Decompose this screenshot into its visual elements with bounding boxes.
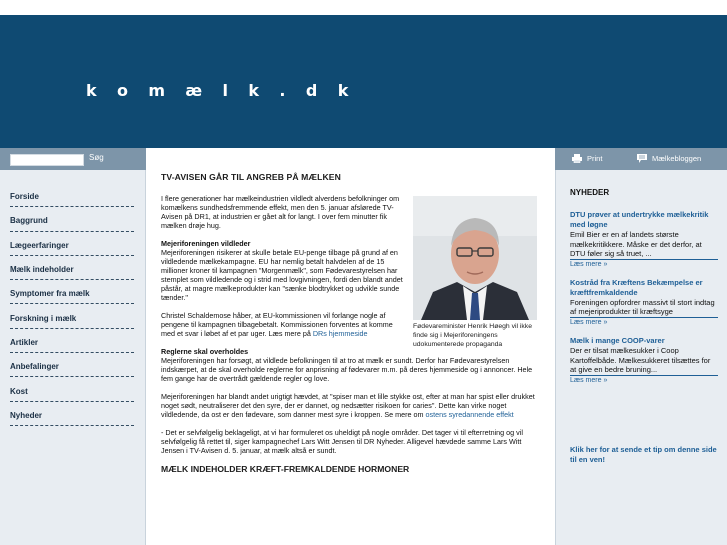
nav-item-anbefalinger[interactable]: Anbefalinger — [10, 353, 134, 377]
news-teaser: Foreningen opfordrer massivt til stort indtag af mejeriprodukter til kræftsyge — [570, 297, 715, 317]
photo-caption: Fødevareminister Henrik Høegh vil ikke finde sig i Mejeriforeningens udokumenterede propaganda — [413, 323, 532, 348]
news-list — [570, 210, 718, 394]
nav-item-forside[interactable]: Forside — [10, 183, 134, 207]
top-strip — [0, 0, 727, 15]
read-more-link[interactable]: Læs mere » — [570, 259, 718, 269]
section-title-regler: Reglerne skal overholdes — [161, 347, 249, 356]
news-title[interactable]: Kostråd fra Kræftens Bekæmpelse er kræftfremkaldende — [570, 277, 703, 297]
print-label: Print — [587, 154, 603, 163]
news-title[interactable]: Mælk i mange COOP-varer — [570, 335, 665, 345]
speech-bubble-icon — [637, 154, 647, 163]
ost-link[interactable]: ostens syredannende effekt — [425, 410, 514, 419]
portrait-image — [413, 196, 537, 320]
paragraph-quote: - Det er selvfølgelig beklageligt, at vi har formuleret os uheldigt på nogle områder. Det tager vi til efterretning og vil selvfølgelig få rettet til, siger kampagnechef Lars Witt Jensen til DR Nyheder. Alligevel hævdede samme Lars Witt Jensen i TV-Avisen d. 5. januar, at mælk altså er sundt. — [161, 428, 523, 455]
minister-photo — [413, 196, 537, 320]
read-more-link[interactable]: Læs mere » — [570, 317, 718, 327]
print-button[interactable] — [572, 154, 602, 163]
search-input[interactable] — [10, 154, 84, 166]
article-intro: I flere generationer har mælkeindustrien vildledt alverdens befolkninger om komælkens sundhedsfremmende effekt, men den 5. januar afslørede TV-Avisen på DR1, at industrien er gået alt for langt. I over fem minutter fik mælken drøje hug. — [161, 194, 400, 230]
main-content — [146, 148, 554, 545]
nav-item-maelk-indeholder[interactable]: Mælk indeholder — [10, 256, 134, 280]
article-title: TV-AVISEN GÅR TIL ANGREB PÅ MÆLKEN — [161, 172, 341, 182]
nav-item-artikler[interactable]: Artikler — [10, 329, 134, 353]
section-regler — [161, 347, 541, 383]
news-item — [570, 278, 718, 327]
search-bar — [0, 148, 146, 170]
site-title[interactable]: k o m æ l k . d k — [86, 81, 356, 100]
news-sidebar — [555, 170, 727, 545]
left-navigation — [0, 170, 146, 545]
news-title[interactable]: DTU prøver at undertrykke mælkekritik med løgne — [570, 210, 709, 229]
nav-item-kost[interactable]: Kost — [10, 377, 134, 401]
site-header — [0, 15, 727, 148]
news-item — [570, 210, 718, 269]
dr-link[interactable]: DRs hjemmeside — [312, 329, 368, 338]
paragraph-ost — [161, 392, 541, 419]
nav-item-baggrund[interactable]: Baggrund — [10, 207, 134, 231]
blog-button[interactable] — [637, 154, 701, 163]
nav-item-symptomer[interactable]: Symptomer fra mælk — [10, 280, 134, 304]
section-text-regler: Mejeriforeningen har forsøgt, at vildlede befolkningen til at tro at mælk er sundt. Derfor har Fødevarestyrelsen indskærpet, at de skal overholde reglerne for anprisning af fødevarer m.m. på deres hjemmeside og i annoncer. Hele fem gange har de overtrådt gældende regler og love. — [161, 356, 533, 383]
printer-icon — [572, 154, 582, 163]
nav-list — [10, 183, 134, 426]
news-teaser: Emil Bier er en af landets største mælkekritikkere. Måske er det derfor, at DTU føler sig så truet, ... — [570, 230, 702, 259]
section-title-mejeriforeningen: Mejeriforeningen vildleder — [161, 239, 251, 248]
article — [161, 173, 541, 488]
nav-item-nyheder[interactable]: Nyheder — [10, 402, 134, 426]
news-teaser: Der er tilsat mælkesukker i Coop Kartoffelbåde. Mælkesukkeret tilsættes for at give en bedre bruning... — [570, 345, 711, 375]
read-more-link[interactable]: Læs mere » — [570, 375, 718, 385]
article-figure — [413, 196, 541, 349]
right-toolbar — [555, 148, 727, 170]
ost-text: Mejeriforeningen har blandt andet urigtigt hævdet, at "spiser man et lille stykke ost, efter at man har spist eller drukket noget sødt, neutraliserer det den syre, der er dannet, og nedsætter risikoen for caries". Dette kan virke noget vildledende, da ost er den fødevare, som danner mest syre i kroppen. Se mere om — [161, 392, 535, 419]
section-text-mejeriforeningen: Mejeriforeningen risikerer at skulle betale EU-penge tilbage på grund af en vildledende mælkekampagne. EU har nemlig betalt halvdelen af de 15 millioner kroner til kampagnen "Morgenmælk", som Fødevarestyrelsen har stemplet som vildledende og i strid med lovgivningen, fordi den blandt andet påstår, at magre mælkeprodukter kan "sænke blodtrykket og udvikle sunde tænder." — [161, 248, 403, 302]
blog-label: Mælkebloggen — [652, 154, 702, 163]
news-heading: NYHEDER — [570, 188, 610, 197]
news-item — [570, 336, 718, 385]
nav-item-laegeerfaringer[interactable]: Lægeerfaringer — [10, 232, 134, 256]
send-tip-link[interactable]: Klik her for at sende et tip om denne side til en ven! — [570, 445, 717, 464]
search-button[interactable]: Søg — [89, 153, 104, 162]
nav-item-forskning[interactable]: Forskning i mælk — [10, 304, 134, 328]
article-heading-2: MÆLK INDEHOLDER KRÆFT-FREMKALDENDE HORMONER — [161, 464, 410, 474]
schaldemose-text: Christel Schaldemose håber, at EU-kommissionen vil forlange nogle af pengene til kampagnen tilbagebetalt. Kommissionen forventes at komme med et svar i løbet af et par uger. Læs mere på — [161, 311, 393, 338]
